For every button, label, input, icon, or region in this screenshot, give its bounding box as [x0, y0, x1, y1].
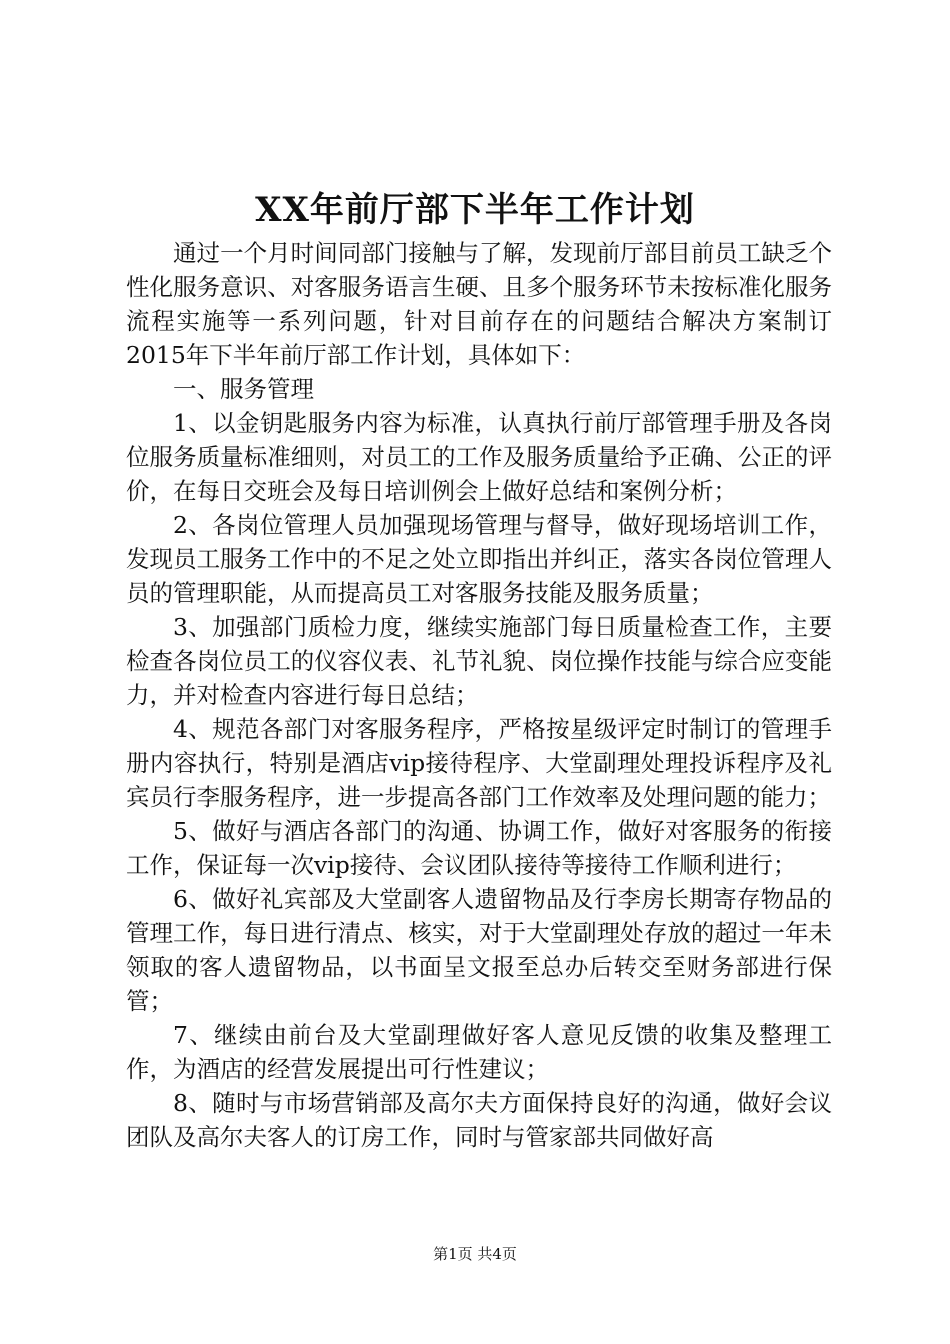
paragraph-item-4: 4、规范各部门对客服务程序，严格按星级评定时制订的管理手册内容执行，特别是酒店vip接待程序、大堂副理处理投诉程序及礼宾员行李服务程序，进一步提高各部门工作效率及处理问题的能力； [126, 715, 832, 811]
paragraph-item-7: 7、继续由前台及大堂副理做好客人意见反馈的收集及整理工作，为酒店的经营发展提出可行性建议； [126, 1021, 832, 1083]
paragraph-intro: 通过一个月时间同部门接触与了解，发现前厅部目前员工缺乏个性化服务意识、对客服务语言生硬、且多个服务环节未按标准化服务流程实施等一系列问题，针对目前存在的问题结合解决方案制订2015年下半年前厅部工作计划，具体如下： [126, 239, 832, 369]
page-footer: 第1页 共4页 [433, 1245, 517, 1263]
document-title: XX年前厅部下半年工作计划 [255, 190, 695, 230]
paragraph-item-5: 5、做好与酒店各部门的沟通、协调工作，做好对客服务的衔接工作，保证每一次vip接待、会议团队接待等接待工作顺利进行； [126, 817, 832, 879]
section-heading: 一、服务管理 [173, 375, 314, 403]
paragraph-item-3: 3、加强部门质检力度，继续实施部门每日质量检查工作，主要检查各岗位员工的仪容仪表、礼节礼貌、岗位操作技能与综合应变能力，并对检查内容进行每日总结； [126, 613, 832, 709]
paragraph-item-2: 2、各岗位管理人员加强现场管理与督导，做好现场培训工作，发现员工服务工作中的不足之处立即指出并纠正，落实各岗位管理人员的管理职能，从而提高员工对客服务技能及服务质量； [126, 511, 832, 607]
paragraph-item-6: 6、做好礼宾部及大堂副客人遗留物品及行李房长期寄存物品的管理工作，每日进行清点、核实，对于大堂副理处存放的超过一年未领取的客人遗留物品，以书面呈文报至总办后转交至财务部进行保管； [126, 885, 832, 1015]
paragraph-item-8: 8、随时与市场营销部及高尔夫方面保持良好的沟通，做好会议团队及高尔夫客人的订房工作，同时与管家部共同做好高 [126, 1089, 832, 1151]
document-body [126, 236, 832, 1154]
paragraph-item-1: 1、以金钥匙服务内容为标准，认真执行前厅部管理手册及各岗位服务质量标准细则，对员工的工作及服务质量给予正确、公正的评价，在每日交班会及每日培训例会上做好总结和案例分析； [126, 409, 832, 505]
